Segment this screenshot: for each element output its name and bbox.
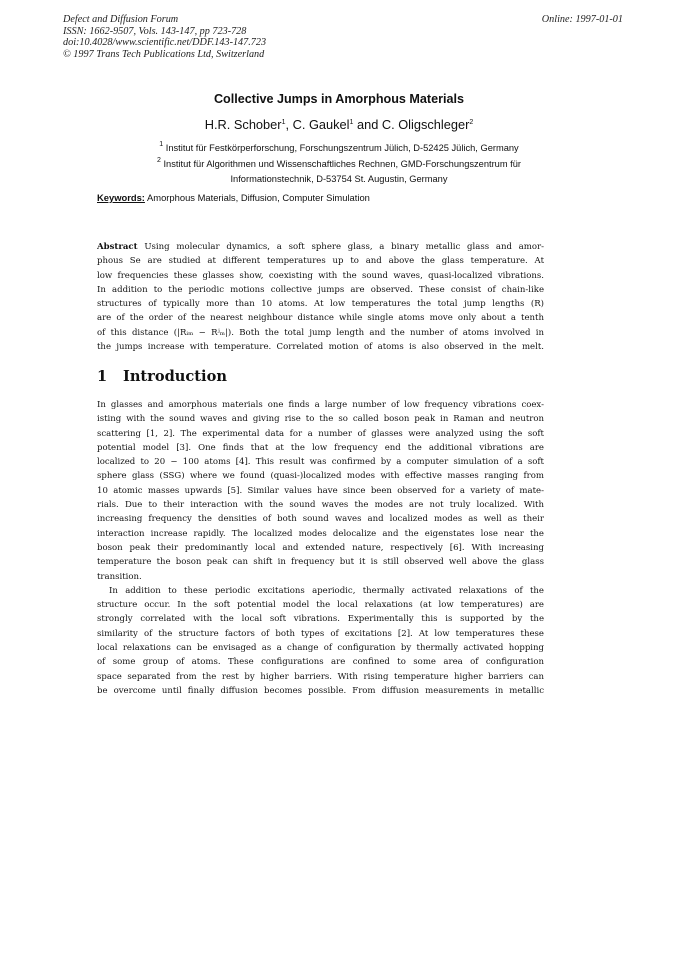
author-list <box>0 117 678 132</box>
keywords-text: Amorphous Materials, Diffusion, Computer Simulation <box>147 192 370 203</box>
affiliation-text: Informationstechnik, D-53754 St. Augustin, Germany <box>230 174 448 184</box>
abstract <box>97 240 544 354</box>
affiliation-marker: 2 <box>469 119 474 126</box>
text-line: structure occur. In the soft potential model the local relaxations (at low temperatures) are <box>97 600 544 611</box>
text-line: temperature the boson peak can shift in frequency but it is still observed well above the glass <box>97 557 544 568</box>
abstract-line: of this distance (|Rᵢₘ − Rʲₘ|). Both the total jump length and the number of atoms involved in <box>97 327 544 338</box>
text-line: localized to 20 − 100 atoms [4]. This result was confirmed by a computer simulation of a soft <box>97 457 544 468</box>
text-line: increasing frequency the densities of both sound waves and localized modes as well as their <box>97 514 544 525</box>
abstract-line: phous Se are studied at different temperatures up to and above the glass temperature. At <box>97 256 544 267</box>
text-line: 10 atomic masses upwards [5]. Similar values have since been observed for a variety of mate- <box>97 485 544 496</box>
text-line: of some group of atoms. These configurations are confined to some area of configuration <box>97 657 544 668</box>
author-name: C. Oligschleger <box>381 117 470 132</box>
citation-block <box>63 14 623 60</box>
abstract-line: In addition to the periodic motions collective jumps are observed. These consist of chain-like <box>97 284 544 295</box>
journal-header <box>63 14 623 60</box>
text-line: In glasses and amorphous materials one finds a large number of low frequency vibrations coex- <box>97 400 544 410</box>
text-line: interaction increase rapidly. The localized modes delocalize and the eigenstates lose near the <box>97 528 544 539</box>
author-separator: , <box>285 117 293 132</box>
abstract-line: are of the order of the nearest neighbour distance while single atoms move only about a tenth <box>97 313 544 324</box>
abstract-line: Abstract Using molecular dynamics, a soft sphere glass, a binary metallic glass and amor- <box>97 242 544 252</box>
doi-line: doi:10.4028/www.scientific.net/DDF.143-147.723 <box>63 37 267 49</box>
affiliation-text: Institut für Festkörperforschung, Forschungszentrum Jülich, D-52425 Jülich, Germany <box>165 143 519 153</box>
text-line: In addition to these periodic excitations aperiodic, thermally activated relaxations of the <box>109 585 544 596</box>
text-line: space separated from the rest by higher barriers. With rising temperature higher barriers can <box>97 671 544 682</box>
text-line: similarity of the structure factors of both types of excitations [2]. At low temperatures these <box>97 628 544 639</box>
issn-line: ISSN: 1662-9507, Vols. 143-147, pp 723-728 <box>63 25 247 37</box>
copyright-line: © 1997 Trans Tech Publications Ltd, Switzerland <box>63 48 265 60</box>
text-line: rials. Due to their interaction with the sound waves the modes are not truly localized. With <box>97 500 544 511</box>
affiliation-text: Institut für Algorithmen und Wissenschaftliches Rechnen, GMD-Forschungszentrum für <box>163 159 522 169</box>
text-line: sphere glass (SSG) where we found (quasi-)localized modes with effective masses ranging from <box>97 471 544 482</box>
abstract-label: Abstract <box>97 242 138 252</box>
affiliation-2 <box>0 153 678 187</box>
introduction-body <box>97 398 544 698</box>
text-line: transition. <box>97 571 142 582</box>
text-line: be overcome until finally diffusion becomes possible. From diffusion measurements in metallic <box>97 685 544 696</box>
journal-name: Defect and Diffusion Forum <box>63 14 179 25</box>
author-name: H.R. Schober <box>204 117 282 132</box>
author-separator: and <box>353 117 382 132</box>
section-number: 1 <box>97 368 108 385</box>
affiliation-marker: 1 <box>349 119 354 126</box>
paper-title: Collective Jumps in Amorphous Materials <box>213 92 465 106</box>
text-line: isting with the sound waves and giving rise to the so called boson peak in Raman and neutron <box>97 414 544 425</box>
section-heading <box>97 368 227 385</box>
keywords-label: Keywords: <box>97 192 145 203</box>
affiliation-marker: 2 <box>156 157 161 164</box>
keywords-line <box>97 192 370 203</box>
affiliation-marker: 1 <box>281 119 286 126</box>
text-line: strongly correlated with the local soft vibrations. Experimentally this is supported by the <box>97 614 544 625</box>
text-line: local relaxations can be envisaged as a change of configuration by thermally activated hopping <box>97 643 544 654</box>
paragraph-2 <box>97 584 544 698</box>
section-title: Introduction <box>123 368 227 385</box>
paragraph-1 <box>97 398 544 584</box>
affiliation-marker: 1 <box>159 141 164 148</box>
abstract-line: structures of typically more than 10 atoms. At low temperatures the total jump lengths (R) <box>97 299 544 310</box>
text-line: scattering [1, 2]. The experimental data for a number of glasses were analyzed using the soft <box>97 428 544 439</box>
abstract-line: the jumps increase with temperature. Correlated motion of atoms is also observed in the melt. <box>97 342 544 353</box>
abstract-line: low frequencies these glasses show, coexisting with the sound waves, quasi-localized vibrations. <box>97 270 544 281</box>
author-name: C. Gaukel <box>292 117 350 132</box>
online-date: Online: 1997-01-01 <box>541 14 623 25</box>
text-line: boson peak their predominantly local and extended nature, respectively [6]. With increasing <box>97 542 544 553</box>
text-line: potential model [3]. One finds that at the low frequency end the additional vibrations are <box>97 442 544 453</box>
